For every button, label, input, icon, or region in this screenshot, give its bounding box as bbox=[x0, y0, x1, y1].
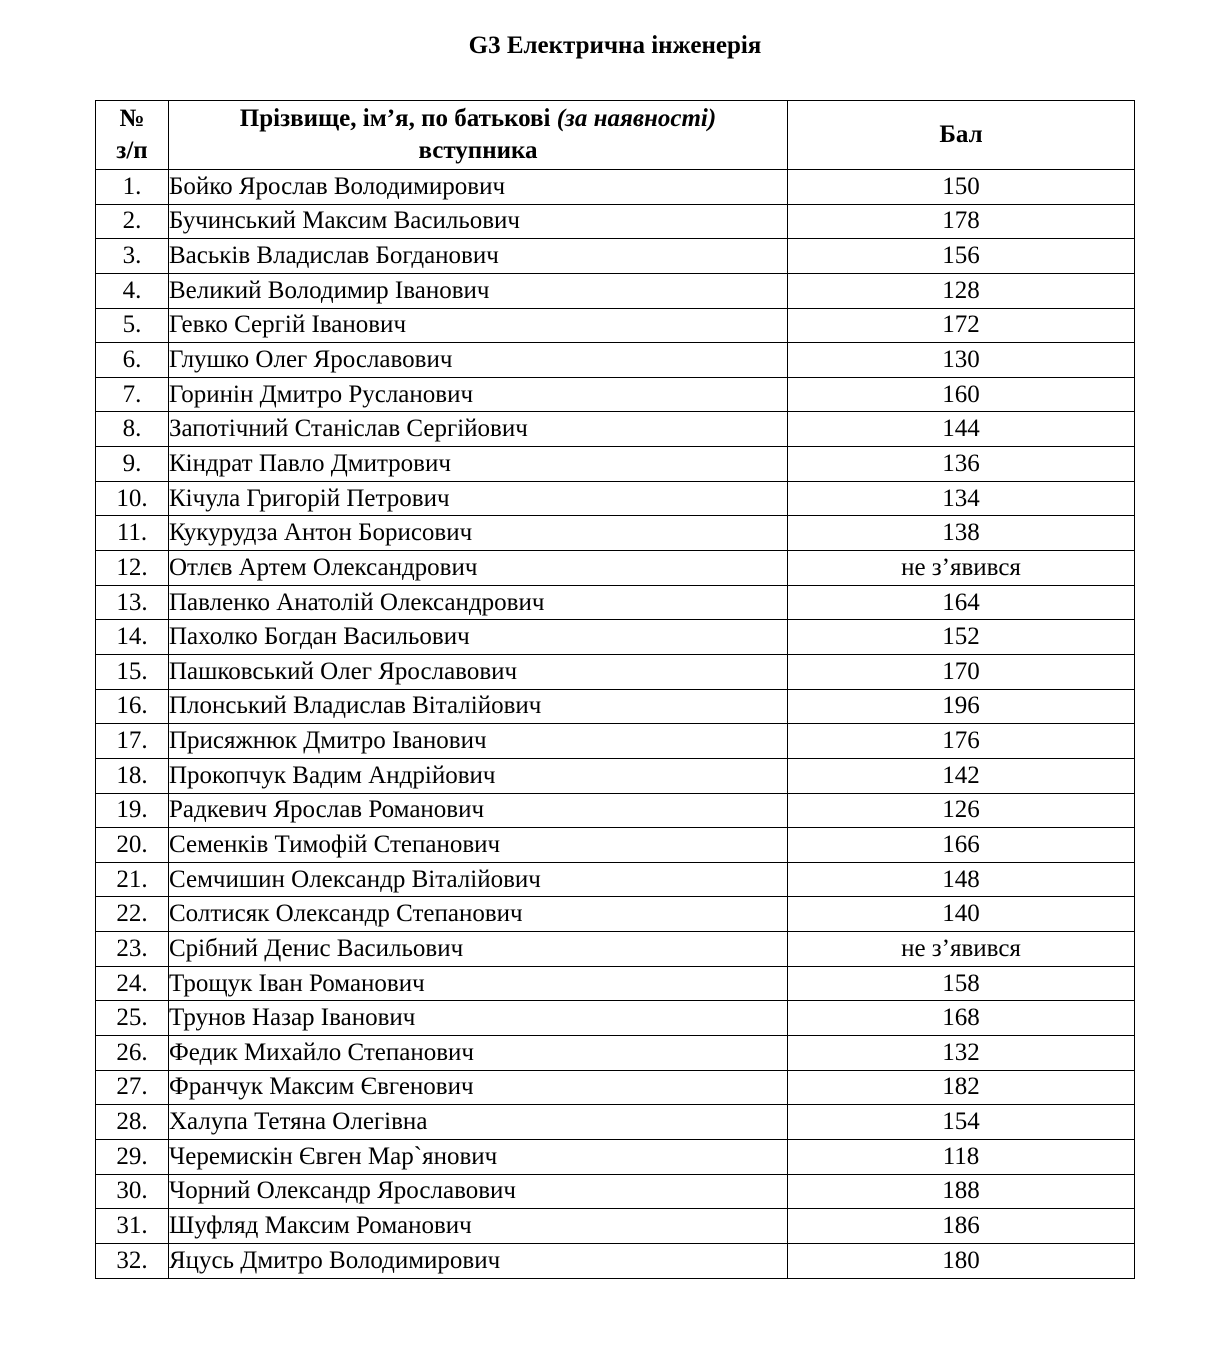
row-number: 7. bbox=[96, 377, 169, 412]
table-row bbox=[96, 689, 1135, 724]
applicant-name: Солтисяк Олександр Степанович bbox=[169, 897, 788, 932]
row-number: 1. bbox=[96, 170, 169, 205]
applicant-name: Глушко Олег Ярославович bbox=[169, 343, 788, 378]
table-row bbox=[96, 793, 1135, 828]
row-number: 30. bbox=[96, 1174, 169, 1209]
table-row bbox=[96, 204, 1135, 239]
applicant-name: Радкевич Ярослав Романович bbox=[169, 793, 788, 828]
applicant-name: Федик Михайло Степанович bbox=[169, 1036, 788, 1071]
table-row bbox=[96, 273, 1135, 308]
applicant-score: 170 bbox=[788, 654, 1135, 689]
row-number: 3. bbox=[96, 239, 169, 274]
row-number: 10. bbox=[96, 481, 169, 516]
header-row bbox=[96, 101, 1135, 170]
row-number: 19. bbox=[96, 793, 169, 828]
applicant-name: Франчук Максим Євгенович bbox=[169, 1070, 788, 1105]
applicant-score: 156 bbox=[788, 239, 1135, 274]
applicant-score: 180 bbox=[788, 1243, 1135, 1278]
row-number: 18. bbox=[96, 758, 169, 793]
applicant-name: Халупа Тетяна Олегівна bbox=[169, 1105, 788, 1140]
row-number: 26. bbox=[96, 1036, 169, 1071]
applicant-score: 186 bbox=[788, 1209, 1135, 1244]
table-row bbox=[96, 620, 1135, 655]
row-number: 24. bbox=[96, 966, 169, 1001]
table-row bbox=[96, 343, 1135, 378]
table-row bbox=[96, 654, 1135, 689]
table-row bbox=[96, 1105, 1135, 1140]
applicant-score: 148 bbox=[788, 862, 1135, 897]
header-name-text: Прізвище, ім’я, по батькові bbox=[239, 105, 557, 132]
applicant-name: Бойко Ярослав Володимирович bbox=[169, 170, 788, 205]
table-row bbox=[96, 551, 1135, 586]
row-number: 25. bbox=[96, 1001, 169, 1036]
results-table bbox=[95, 100, 1135, 1279]
applicant-score: 142 bbox=[788, 758, 1135, 793]
table-row bbox=[96, 481, 1135, 516]
applicant-score: 118 bbox=[788, 1139, 1135, 1174]
header-number-line1: № bbox=[119, 105, 145, 132]
table-row bbox=[96, 170, 1135, 205]
applicant-name: Срібний Денис Васильович bbox=[169, 932, 788, 967]
row-number: 22. bbox=[96, 897, 169, 932]
applicant-score: 134 bbox=[788, 481, 1135, 516]
row-number: 12. bbox=[96, 551, 169, 586]
applicant-name: Черемискін Євген Мар`янович bbox=[169, 1139, 788, 1174]
applicant-score: 176 bbox=[788, 724, 1135, 759]
applicant-score: 136 bbox=[788, 447, 1135, 482]
applicant-name: Гевко Сергій Іванович bbox=[169, 308, 788, 343]
table-row bbox=[96, 308, 1135, 343]
table-row bbox=[96, 585, 1135, 620]
table-row bbox=[96, 412, 1135, 447]
table-row bbox=[96, 377, 1135, 412]
applicant-name: Шуфляд Максим Романович bbox=[169, 1209, 788, 1244]
applicant-score: не з’явився bbox=[788, 932, 1135, 967]
row-number: 16. bbox=[96, 689, 169, 724]
row-number: 14. bbox=[96, 620, 169, 655]
row-number: 20. bbox=[96, 828, 169, 863]
table-row bbox=[96, 1174, 1135, 1209]
applicant-score: 164 bbox=[788, 585, 1135, 620]
applicant-name: Отлєв Артем Олександрович bbox=[169, 551, 788, 586]
applicant-name: Трощук Іван Романович bbox=[169, 966, 788, 1001]
applicant-score: 154 bbox=[788, 1105, 1135, 1140]
table-row bbox=[96, 1070, 1135, 1105]
table-row bbox=[96, 897, 1135, 932]
row-number: 29. bbox=[96, 1139, 169, 1174]
table-row bbox=[96, 516, 1135, 551]
applicant-score: не з’явився bbox=[788, 551, 1135, 586]
applicant-score: 152 bbox=[788, 620, 1135, 655]
table-row bbox=[96, 239, 1135, 274]
row-number: 23. bbox=[96, 932, 169, 967]
table-row bbox=[96, 828, 1135, 863]
applicant-name: Яцусь Дмитро Володимирович bbox=[169, 1243, 788, 1278]
table-header bbox=[96, 101, 1135, 170]
applicant-score: 178 bbox=[788, 204, 1135, 239]
table-row bbox=[96, 1243, 1135, 1278]
table-row bbox=[96, 966, 1135, 1001]
row-number: 15. bbox=[96, 654, 169, 689]
applicant-name: Горинін Дмитро Русланович bbox=[169, 377, 788, 412]
header-name-italic: (за наявності) bbox=[556, 105, 717, 132]
table-row bbox=[96, 724, 1135, 759]
applicant-score: 160 bbox=[788, 377, 1135, 412]
table-row bbox=[96, 1139, 1135, 1174]
header-number bbox=[96, 101, 169, 170]
applicant-name: Бучинський Максим Васильович bbox=[169, 204, 788, 239]
applicant-score: 150 bbox=[788, 170, 1135, 205]
row-number: 4. bbox=[96, 273, 169, 308]
row-number: 2. bbox=[96, 204, 169, 239]
row-number: 5. bbox=[96, 308, 169, 343]
table-row bbox=[96, 1001, 1135, 1036]
row-number: 8. bbox=[96, 412, 169, 447]
applicant-name: Чорний Олександр Ярославович bbox=[169, 1174, 788, 1209]
applicant-name: Прокопчук Вадим Андрійович bbox=[169, 758, 788, 793]
applicant-name: Великий Володимир Іванович bbox=[169, 273, 788, 308]
header-score: Бал bbox=[788, 101, 1135, 170]
applicant-score: 196 bbox=[788, 689, 1135, 724]
row-number: 28. bbox=[96, 1105, 169, 1140]
table-row bbox=[96, 758, 1135, 793]
row-number: 31. bbox=[96, 1209, 169, 1244]
row-number: 13. bbox=[96, 585, 169, 620]
header-full-name bbox=[169, 101, 788, 170]
applicant-score: 140 bbox=[788, 897, 1135, 932]
row-number: 27. bbox=[96, 1070, 169, 1105]
applicant-name: Семенків Тимофій Степанович bbox=[169, 828, 788, 863]
applicant-name: Павленко Анатолій Олександрович bbox=[169, 585, 788, 620]
table-row bbox=[96, 1209, 1135, 1244]
applicant-score: 166 bbox=[788, 828, 1135, 863]
row-number: 6. bbox=[96, 343, 169, 378]
row-number: 17. bbox=[96, 724, 169, 759]
applicant-name: Семчишин Олександр Віталійович bbox=[169, 862, 788, 897]
row-number: 32. bbox=[96, 1243, 169, 1278]
applicant-score: 172 bbox=[788, 308, 1135, 343]
applicant-score: 130 bbox=[788, 343, 1135, 378]
row-number: 9. bbox=[96, 447, 169, 482]
applicant-name: Пахолко Богдан Васильович bbox=[169, 620, 788, 655]
applicant-name: Кукурудза Антон Борисович bbox=[169, 516, 788, 551]
table-row bbox=[96, 1036, 1135, 1071]
applicant-score: 158 bbox=[788, 966, 1135, 1001]
applicant-score: 168 bbox=[788, 1001, 1135, 1036]
applicant-name: Кіндрат Павло Дмитрович bbox=[169, 447, 788, 482]
applicant-score: 144 bbox=[788, 412, 1135, 447]
applicant-name: Трунов Назар Іванович bbox=[169, 1001, 788, 1036]
table-row bbox=[96, 862, 1135, 897]
applicant-score: 138 bbox=[788, 516, 1135, 551]
applicant-name: Запотічний Станіслав Сергійович bbox=[169, 412, 788, 447]
row-number: 11. bbox=[96, 516, 169, 551]
applicant-score: 126 bbox=[788, 793, 1135, 828]
applicant-name: Васьків Владислав Богданович bbox=[169, 239, 788, 274]
table-row bbox=[96, 447, 1135, 482]
table-body bbox=[96, 170, 1135, 1279]
page-title: G3 Електрична інженерія bbox=[468, 32, 762, 59]
header-number-line2: з/п bbox=[116, 137, 148, 164]
table-row bbox=[96, 932, 1135, 967]
applicant-name: Кічула Григорій Петрович bbox=[169, 481, 788, 516]
row-number: 21. bbox=[96, 862, 169, 897]
applicant-name: Плонський Владислав Віталійович bbox=[169, 689, 788, 724]
applicant-name: Пашковський Олег Ярославович bbox=[169, 654, 788, 689]
applicant-name: Присяжнюк Дмитро Іванович bbox=[169, 724, 788, 759]
applicant-score: 132 bbox=[788, 1036, 1135, 1071]
header-name-applicant: вступника bbox=[418, 137, 538, 164]
applicant-score: 188 bbox=[788, 1174, 1135, 1209]
applicant-score: 128 bbox=[788, 273, 1135, 308]
applicant-score: 182 bbox=[788, 1070, 1135, 1105]
